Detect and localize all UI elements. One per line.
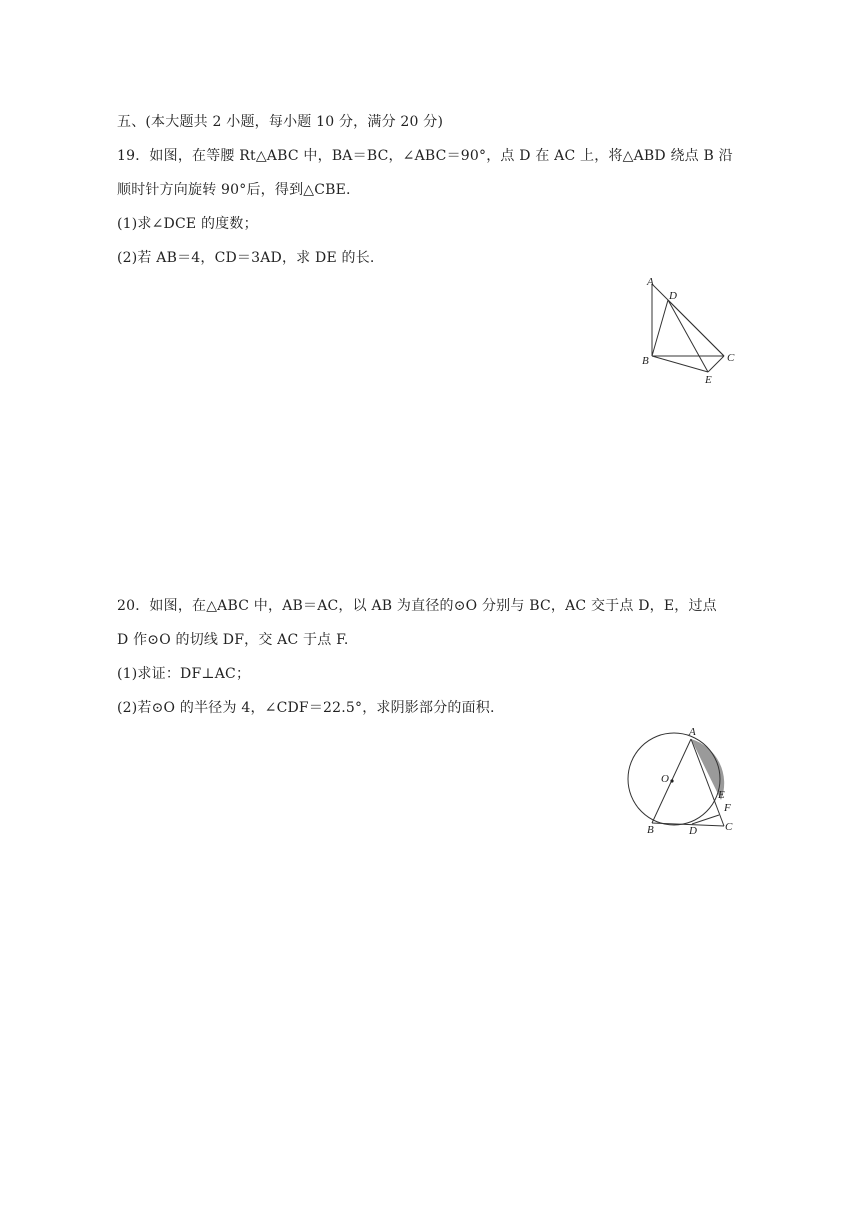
segment-BC bbox=[652, 823, 724, 826]
label-A: A bbox=[647, 276, 654, 288]
q20-part1: (1)求证：DF⊥AC； bbox=[117, 666, 251, 682]
segment-BE bbox=[652, 356, 708, 372]
label-C: C bbox=[725, 821, 733, 833]
q19-stem-line1: 19．如图，在等腰 Rt△ABC 中，BA＝BC，∠ABC＝90°，点 D 在 AC 上，将△ABD 绕点 B 沿 bbox=[117, 148, 733, 164]
q20-stem-line2: D 作⊙O 的切线 DF，交 AC 于点 F. bbox=[117, 632, 349, 648]
segment-DC bbox=[668, 300, 724, 356]
label-E: E bbox=[705, 374, 712, 386]
segment-CE bbox=[708, 356, 724, 372]
section-heading: 五、(本大题共 2 小题，每小题 10 分，满分 20 分) bbox=[117, 114, 444, 130]
q20-figure bbox=[620, 722, 744, 842]
label-O: O bbox=[661, 773, 669, 785]
label-D: D bbox=[669, 290, 677, 302]
center-O-dot bbox=[670, 779, 673, 782]
label-E: E bbox=[718, 789, 725, 801]
q19-part1: (1)求∠DCE 的度数； bbox=[117, 216, 258, 232]
label-C: C bbox=[727, 352, 735, 364]
segment-BD bbox=[652, 300, 668, 356]
q20-stem-line1: 20．如图，在△ABC 中，AB＝AC，以 AB 为直径的⊙O 分别与 BC，AC 交于点 D，E，过点 bbox=[117, 598, 717, 614]
q20-part2: (2)若⊙O 的半径为 4，∠CDF＝22.5°，求阴影部分的面积. bbox=[117, 700, 495, 716]
segment-DE bbox=[668, 300, 708, 372]
q19-stem-line2: 顺时针方向旋转 90°后，得到△CBE. bbox=[117, 182, 351, 198]
label-A: A bbox=[689, 726, 696, 738]
label-B: B bbox=[647, 824, 654, 836]
label-F: F bbox=[724, 802, 731, 814]
q19-part2: (2)若 AB＝4，CD＝3AD，求 DE 的长. bbox=[117, 250, 375, 266]
label-D: D bbox=[689, 825, 697, 837]
label-B: B bbox=[642, 355, 649, 367]
q19-figure bbox=[636, 272, 748, 392]
